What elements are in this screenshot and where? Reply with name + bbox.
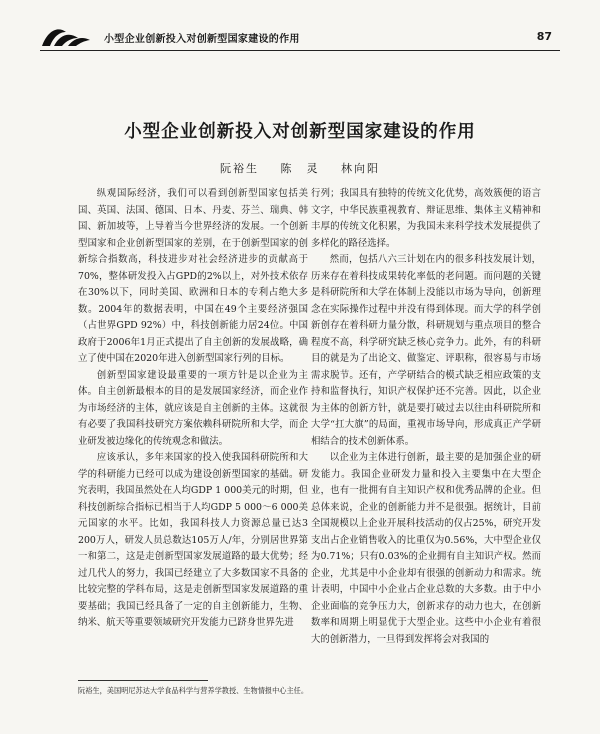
author-name: 阮裕生 bbox=[220, 162, 259, 175]
journal-header-title: 小型企业创新投入对创新型国家建设的作用 bbox=[104, 34, 300, 45]
body-paragraph: 以企业为主体进行创新，最主要的是加强企业的研发能力。我国企业研发力量和投入主要集中在大型企业，也有一批拥有自主知识产权和优秀品牌的企业。但总体来说，企业的创新能力并不是很强。据统计，目前全国规模以上企业开展科技活动的仅占25%，研究开发支出占企业销售收入的比重仅为0.56%，大中型企业仅为0.71%；只有0.03%的企业拥有自主知识产权。然而企业，尤其是中小企业却有很强的创新动力和需求。统计表明，中国中小企业占企业总数的大多数。由于中小企业面临的竞争压力大，创新求存的动力也大，在创新数率和周期上明显优于大型企业。这些中小企业有着很大的创新潜力，一旦得到发挥将会对我国的 bbox=[311, 452, 541, 645]
author-name: 林向阳 bbox=[341, 162, 380, 175]
author-name: 陈 灵 bbox=[280, 162, 320, 175]
body-column-right bbox=[311, 186, 541, 648]
body-paragraph: 创新型国家建设最重要的一项方针是以企业为主体。自主创新最根本的目的是发展国家经济，而企业作为市场经济的主体，就应该是自主创新的主体。这就很有必要了我国科技研究方案依赖科研院所和大学，而企业研发被边缘化的传统观念和做法。 bbox=[78, 369, 308, 447]
footnote-divider bbox=[78, 680, 208, 681]
article-title: 小型企业创新投入对创新型国家建设的作用 bbox=[124, 122, 476, 142]
body-paragraph: 然而，包括八六三计划在内的很多科技发展计划，历来存在着科技成果转化率低的老问题。而问题的关键是科研院所和大学在体制上没能以市场为导向，创新理念在实际操作过程中并没有得到体现。而大学的科学创新创存在着科研力量分散，科研规划与重点项目的整合程度不高，科学研究缺乏核心竞争力。此外，有的科研目的就是为了出论文、做鉴定、评职称，很容易与市场需求脱节。还有，产学研结合的模式缺乏相应政策的支持和监督执行，知识产权保护还不完善。因此，以企业为主体的创新方针，就是要打破过去以往由科研院所和大学“扛大旗”的局面，重视市场导向，形成真正产学研相结合的技术创新体系。 bbox=[311, 254, 541, 447]
body-paragraph: 应该承认，多年来国家的投入使我国科研院所和大学的科研能力已经可以成为建设创新型国家的基础。研究表明，我国虽然处在人均GDP 1 000美元的时期，但科技创新综合指标已相当于人均GDP 5 000～6 000美元国家的水平。比如，我国科技人力资源总量已达3 200万人，研发人员总数达105万人/年，分别居世界第一和第二，这是走创新型国家发展道路的最大优势；经过几代人的努力，我国已经建立了大多数国家不具备的比较完整的学科布局，这是走创新型国家发展道路的重要基础；我国已经具备了一定的自主创新能力，生物、纳米、航天等重要领域研究开发能力已跻身世界先进 bbox=[78, 452, 308, 628]
body-paragraph: 行列；我国具有独特的传统文化优势，高效簇便的语言文字，中华民族重视教育、辩证思维、集体主义精神和丰厚的传统文化积累，为我国未来科学技术发展提供了多样化的路径选择。 bbox=[311, 188, 541, 249]
journal-logo-icon bbox=[40, 22, 96, 50]
running-header bbox=[40, 22, 560, 51]
author-list bbox=[0, 160, 600, 176]
footnote: 阮裕生，美国明尼苏达大学食品科学与营养学教授、生物情报中心主任。 bbox=[78, 686, 309, 695]
body-column-left bbox=[78, 186, 308, 632]
page-number: 87 bbox=[536, 30, 552, 43]
body-paragraph: 纵观国际经济，我们可以看到创新型国家包括美国、英国、法国、德国、日本、丹麦、芬兰、瑞典、韩国、新加坡等，上导着当今世界经济的发展。一个创新型国家和企业创新型国家的差别，在于创新型国家的创新综合指数高，科技进步对社会经济进步的贡献高于70%，整体研发投入占GPD的2%以上，对外技术依存在30%以下，同时美国、欧洲和日本的专利占绝大多数。2004年的数据表明，中国在49个主要经济强国（占世界GPD 92%）中，科技创新能力居24位。中国政府于2006年1月正式提出了自主创新的发展战略，确立了使中国在2020年进入创新型国家行列的目标。 bbox=[78, 188, 308, 364]
